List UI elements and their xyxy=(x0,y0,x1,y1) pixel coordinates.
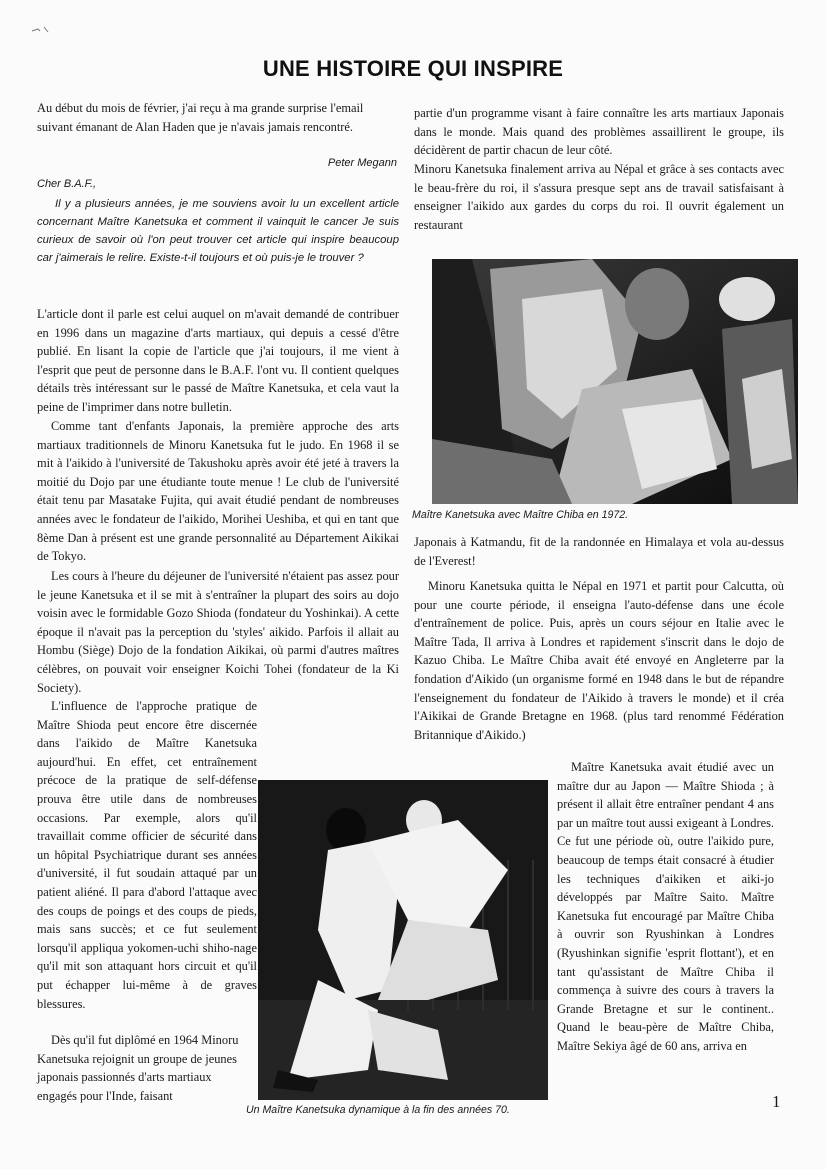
signature: Peter Megann xyxy=(327,157,397,169)
letter-body: Il y a plusieurs années, je me souviens avoir lu un excellent article concernant Maître Kanetsuka et comment il vainquit le cancer Je suis curieux de savoir où l'on peut trouver cet article qui inspire beaucoup car j'aimerais le relire. Existe-t-il toujours et où puis-je le trouver ? xyxy=(37,198,399,264)
corner-scan-mark xyxy=(30,22,70,34)
page-number: 1 xyxy=(772,1092,781,1111)
letter-salutation: Cher B.A.F., xyxy=(37,178,97,190)
page-title: UNE HISTOIRE QUI INSPIRE xyxy=(262,56,564,81)
paragraph-ryushinkan: Maître Kanetsuka avait étudié avec un maître dur au Japon — Maître Shioda ; à présent il allait être entraîner pendant 4 ans par un maître tout aussi exigeant à Londres. Ce fut une période où, outre l'aikido pure, beaucoup de temps était consacré à étudier les techniques d'aikiken et aiki-jo développés par Maître Saito. Maître Kanetsuka fut encouragé par Maître Chiba à ouvrir son Ryushinkan à Londres (Ryushinkan signifie 'esprit flottant'), et en tant qu'assistant de Maître Chiba il commença à suivre des cours à travers la Grande Bretagne et sur le continent.. Quand le beau-père de Maître Chiba, Maître Sekiya âgé de 60 ans, arriva en xyxy=(557,760,774,1053)
intro-paragraph: Au début du mois de février, j'ai reçu à ma grande surprise l'email suivant émanant de Alan Haden que je n'avais jamais rencontré. xyxy=(37,101,364,134)
paragraph-katmandu: Japonais à Katmandu, fit de la randonnée en Himalaya et vola au-dessus de l'Everest! xyxy=(414,535,784,568)
paragraph-nepal: Minoru Kanetsuka finalement arriva au Népal et grâce à ses contacts avec le beau-frère du roi, il s'assura presque sept ans de travail satisfaisant à enseigner l'aikido aux gardes du corps du roi. Il ouvrit également un restaurant xyxy=(414,162,784,232)
photo-kanetsuka-chiba xyxy=(432,259,798,504)
caption-photo-1972: Maître Kanetsuka avec Maître Chiba en 1972. xyxy=(412,509,629,521)
paragraph-article: L'article dont il parle est celui auquel on m'avait demandé de contribuer en 1996 dans un magazine d'arts martiaux, qui depuis a cessé d'être publié. En lisant la copie de l'article que j'ai toujours, il me vient à l'esprit que peut de personne dans le B.A.F. l'ont vu. Il contient quelques détails très intéressant sur le passé de Maître Kanetsuka, et cela vaut la peine de l'imprimer dans notre bulletin. xyxy=(37,307,399,414)
photo-kanetsuka-throw xyxy=(258,780,548,1100)
caption-photo-70s: Un Maître Kanetsuka dynamique à la fin des années 70. xyxy=(246,1104,510,1116)
paragraph-shioda: Les cours à l'heure du déjeuner de l'université n'étaient pas assez pour le jeune Kanetsuka et il se mit à s'entraîner la plupart des soirs au dojo voisin avec le formidable Gozo Shioda (fondateur du Yoshinkai). A cette époque il n'avait pas la perception du 'styles' aikido. Parfois il allait au Hombu (Siège) Dojo de la fondation Aikikai, où parmi d'autres maîtres célèbres, on pouvait voir enseigner Koichi Tohei (fondateur de la Ki Society). xyxy=(37,569,399,695)
paragraph-program: partie d'un programme visant à faire connaître les arts martiaux Japonais dans le monde. Mais quand des problèmes assaillirent le groupe, ils décidèrent de partir chacun de leur côté. xyxy=(414,106,784,158)
paragraph-judo: Comme tant d'enfants Japonais, la première approche des arts martiaux traditionnels de Minoru Kanetsuka fut le judo. En 1968 il se mit à l'aikido à l'université de Takushoku après avoir été jeté à travers la moitié du Dojo par une étudiante toute menue ! Le club de l'université était tenu par Masatake Fujita, qui avait étudié pendant de nombreuses années avec le fondateur de l'aikido, Morihei Ueshiba, et qui en tant que 8ème Dan à présent est une grande personnalité au Département Aikikai de Tokyo. xyxy=(37,419,399,564)
paragraph-influence: L'influence de l'approche pratique de Maître Shioda peut encore être discernée dans l'aikido de Maître Kanetsuka aujourd'hui. En effet, cet entraînement précoce de la pratique de self-défense prouva être utile dans de nombreuses occasions. Par exemple, alors qu'il travaillait comme officier de sécurité dans un hôpital Psychiatrique durant ses années d'université, il fut soudain attaqué par un patient aliéné. Il para d'abord l'attaque avec des coups de poings et des coups de pieds, mais sans succès; et ce fut seulement lorsqu'il appliqua yokomen-uchi shiho-nage qu'il mit son attaquant hors circuit et qu'il put échapper lui-même à de graves blessures. xyxy=(37,699,257,1011)
paragraph-london: Minoru Kanetsuka quitta le Népal en 1971 et partit pour Calcutta, où pour une courte période, il enseigna l'auto-défense dans une école d'entraînement de police. Puis, après un cours séjour en Italie avec le Maître Tada, Il arriva à Londres et rapidement s'inscrit dans le dojo de Kazuo Chiba. Le Maître Chiba avait été envoyé en Angleterre par la fondation d'Aikido (un organisme formé en 1948 dans le but de répandre l'enseignement du fondateur de l'Aikido à travers le monde) et il créa l'Aikikai de Grande Bretagne en 1968. (plus tard renommé Fédération Britannique d'Aikido.) xyxy=(414,579,784,742)
paragraph-graduation: Dès qu'il fut diplômé en 1964 Minoru Kanetsuka rejoignit un groupe de jeunes japonais passionnés d'arts martiaux engagés pour l'Inde, faisant xyxy=(37,1033,239,1103)
